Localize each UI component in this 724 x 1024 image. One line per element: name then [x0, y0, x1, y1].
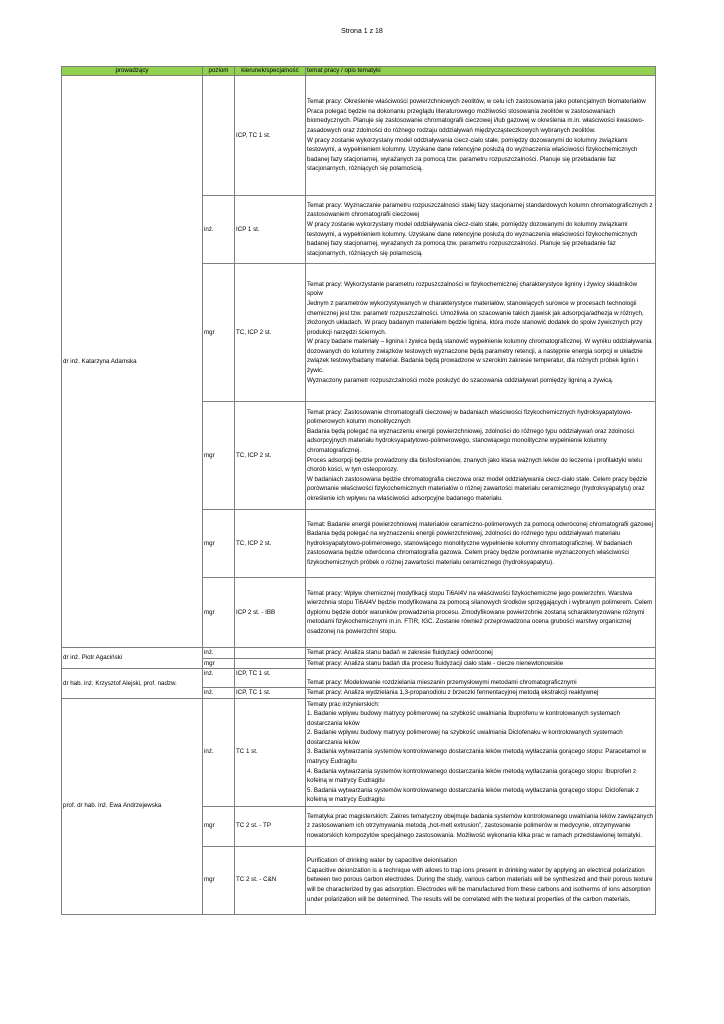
field-cell: TC 2 st. - TP	[235, 806, 306, 846]
topic-cell: Purification of drinking water by capacitive deionisation Capacitive deionization is a technique with allows to trap ions present in drinking water by applying an electrical polarization between two porous carbon electrodes. During the study, various carbon materials will be synthesized and their porous texture will be characterized by gas adsorption. Electrodes will be manufactured from these carbons and isotherms of ions adsorption under polarization will be determined. The results will be correlated with the textural properties of the carbon materials.	[306, 846, 656, 914]
field-cell: TC, ICP 2 st.	[235, 510, 306, 578]
field-cell: TC 2 st. - C&N	[235, 846, 306, 914]
field-cell: ICP 1 st.	[235, 196, 306, 264]
level-cell: inż.	[203, 698, 235, 806]
table-row	[62, 76, 656, 196]
field-cell: ICP, TC 1 st.	[235, 688, 306, 699]
field-cell: ICP 2 st. - IBB	[235, 578, 306, 648]
thesis-topics-table	[61, 66, 656, 915]
field-cell: TC, ICP 2 st.	[235, 402, 306, 510]
page-number: Strona 1 z 18	[341, 28, 383, 35]
level-cell: mgr	[203, 264, 235, 402]
field-cell: TC 1 st.	[235, 698, 306, 806]
header-level: poziom	[203, 67, 235, 76]
topic-cell: Temat pracy: Wykorzystanie parametru rozpuszczalności w fizykochemicznej charakterystyce ligniny i żywicy składników spoiw Jednym z parametrów wykorzystywanych w charakterystyce materiałów, stanowiących surowce w procesach technologii chemicznej jest tzw. parametr rozpuszczalności. Umożliwia on szacowanie takich zjawisk jak adsorpcja/adhezja w różnych, złożonych układach. W pracy badanym materiałem będzie lignina, która może stanowić dodatek do spoiw żywicznych przy produkcji narzędzi ściernych. W pracy badane materiały – lignina i żywica będą stanowić wypełnienie kolumny chromatograficznej. W wyniku oddziaływania dozowanych do kolumny związków testowych wyznaczone będą parametry retencji, a następnie energia sorpcji w układzie związek testowy/badany materiał. Badania będą prowadzone w szerokim zakresie temperatur, dla różnych próbek lignin i żywic. Wyznaczony parametr rozpuszczalności może posłużyć do szacowania oddziaływań pomiędzy ligniną a żywicą.	[306, 264, 656, 402]
level-cell: mgr	[203, 806, 235, 846]
supervisor-cell: prof. dr hab. inż. Ewa Andrzejewska	[62, 698, 203, 914]
table-header-row	[62, 67, 656, 76]
level-cell: mgr	[203, 658, 235, 669]
table-row	[62, 698, 656, 806]
topic-cell: Temat pracy: Modelowanie rozdzielania mieszanin przemysłowymi metodami chromatograficznymi	[306, 669, 656, 688]
topic-cell: Temat pracy: Wyznaczanie parametru rozpuszczalności stałej fazy stacjonarnej standardowych kolumn chromatograficznych z zastosowaniem chromatografii cieczowej W pracy zostanie wykorzystany model oddziaływania ciecz-ciało stałe, pomiędzy dozowanymi do kolumny związkami testowymi, a wypełnieniem kolumny. Uzyskane dane retencyjne posłużą do wyznaczenia właściwości fizykochemicznych badanej fazy stacjonarnej, wyrażanych za pomocą tzw. parametru rozpuszczalności. Planuje się przebadanie faz stacjonarnych, różniących się polarnością.	[306, 196, 656, 264]
level-cell: inż.	[203, 669, 235, 688]
level-cell: mgr	[203, 510, 235, 578]
field-cell	[235, 648, 306, 659]
level-cell: mgr	[203, 846, 235, 914]
field-cell: TC, ICP 2 st.	[235, 264, 306, 402]
header-supervisor: prowadzący	[62, 67, 203, 76]
supervisor-cell: dr hab. inż. Krzysztof Alejski, prof. nadzw.	[62, 669, 203, 699]
header-field: kierunek/specjalność	[235, 67, 306, 76]
topic-cell: Temat: Badanie energii powierzchniowej materiałów ceramiczno-polimerowych za pomocą odwróconej chromatografii gazowej Badania będą polegać na wyznaczeniu energii powierzchniowej, zdolności do różnego typu oddziaływań materiału hydroksyapatytowo-polimerowego, stanowiącego monolityczne wypełnienie kolumny chromatograficznej. W badaniach zastosowana będzie odwrócona chromatografia gazowa. Celem pracy będzie porównanie wyznaczonych właściwości fizykochemicznych próbek o różnej zawartości materiału ceramicznego (hydroksyapatytu).	[306, 510, 656, 578]
level-cell: mgr	[203, 402, 235, 510]
level-cell: inż.	[203, 648, 235, 659]
header-topic: temat pracy / opis tematyki	[306, 67, 656, 76]
level-cell: mgr	[203, 578, 235, 648]
field-cell: ICP, TC 1 st.	[235, 76, 306, 196]
topic-cell: Temat pracy: Analiza wydzielania 1,3-propanodiolu z brzeczki fermentacyjnej metodą ekstrakcji reaktywnej	[306, 688, 656, 699]
topic-cell: Temat pracy: Analiza stanu badań w zakresie fluidyzacji odwróconej	[306, 648, 656, 659]
field-cell	[235, 658, 306, 669]
topic-cell: Temat pracy: Analiza stanu badań dla procesu fluidyzacji ciało stałe - ciecze nienewtonowskie	[306, 658, 656, 669]
topic-cell: Temat pracy: Zastosowanie chromatografii cieczowej w badaniach właściwości fizykochemicznych hydroksyapatytowo-polimerowych kolumn monolitycznych Badania będą polegać na wyznaczeniu energii powierzchniowej, zdolności do różnego typu oddziaływań oraz zdolności adsorpcyjnych materiału hydroksyapatytowo-polimerowego, stanowiącego monolityczne wypełnienie kolumny chromatograficznej. Proces adsorpcji będzie prowadzony dla bisfosfonianów, znanych jako klasa ważnych leków do leczenia i profilaktyki wielu chorób kości, w tym osteoporozy. W badaniach zastosowana będzie chromatografia cieczowa oraz model oddziaływania ciecz-ciało stałe. Celem pracy będzie porównanie właściwości fizykochemicznych materiałów o różnej zawartości materiału ceramicznego (hydroksyapatytu) oraz określenie ich wpływu na właściwości adsorpcyjne badanego materiału.	[306, 402, 656, 510]
level-cell: inż.	[203, 688, 235, 699]
topic-cell: Temat pracy: Określenie właściwości powierzchniowych zeolitów, w celu ich zastosowania jako potencjalnych biomateriałów Praca polegać będzie na dokonaniu przeglądu literaturowego możliwości stosowania zeolitów w zastosowaniach biomedycznych. Planuje się zastosowanie chromatografii cieczowej i/lub gazowej w określenia m.in. właściwości kwasowo-zasadowych oraz zdolności do różnego rodzaju oddziaływań międzycząsteczkowych wybranych zeolitów. W pracy zostanie wykorzystany model oddziaływania ciecz-ciało stałe, pomiędzy dozowanymi do kolumny związkami testowymi, a wypełnieniem kolumny. Uzyskane dane retencyjne posłużą do wyznaczenia właściwości fizykochemicznych badanej fazy stacjonarnej, wyrażanych za pomocą tzw. parametru rozpuszczalności. Planuje się przebadanie faz stacjonarnych, różniących się polarnością.	[306, 76, 656, 196]
topic-cell: Tematy prac inżynierskich: 1. Badanie wpływu budowy matrycy polimerowej na szybkość uwalniania Ibuprofenu w kontrolowanych systemach dostarczania leków 2. Badanie wpływu budowy matrycy polimerowej na szybkość uwalniania Diclofenaku w kontrolowanych systemach dostarczania leków 3. Badania wytwarzania systemów kontrolowanego dostarczania leków metodą wytłaczania gorącego stopu: Paracetamol w matrycy Eudragitu 4. Badania wytwarzania systemów kontrolowanego dostarczania leków metodą wytłaczania gorącego stopu: Ibuprofen z kofeiną w matrycy Eudragitu 5. Badania wytwarzania systemów kontrolowanego dostarczania leków metodą wytłaczania gorącego stopu: Diclofenak z kofeiną w matrycy Eudragitu	[306, 698, 656, 806]
supervisor-cell: dr inż. Katarzyna Adamska	[62, 76, 203, 648]
table-row	[62, 669, 656, 688]
topic-cell: Tematyka prac magisterskich: Zakres tematyczny obejmuje badania systemów kontrolowanego uwalniania leków zawiązanych z zastosowaniem ich otrzymywania metodą „hot-melt extrusion”, zastosowanie polimerów w medycynie, otrzymywanie nowatorskich kompozytów specjalnego zastosowania. Możliwość wykonania kilka prac w ramach przedstawionej tematyki.	[306, 806, 656, 846]
table-row	[62, 648, 656, 659]
topic-cell: Temat pracy: Wpływ chemicznej modyfikacji stopu Ti6Al4V na właściwości fizykochemiczne jego powierzchni. Warstwa wierzchnia stopu Ti6Al4V będzie modyfikowana za pomocą silanowych środków sprzęgających i wybranym polimerem. Celem dyplomu będzie dobór warunków prowadzenia procesu. Zmodyfikowane powierzchnie zostaną scharakteryzowane różnymi metodami fizykochemicznymi m.in. FTIR, IGC. Zostanie również przeprowadzona ocena grubości warstwy organicznej osadzonej na powierzchni stopu.	[306, 578, 656, 648]
level-cell: inż.	[203, 196, 235, 264]
level-cell	[203, 76, 235, 196]
supervisor-cell: dr inż. Piotr Agaciński	[62, 648, 203, 669]
field-cell: ICP, TC 1 st.	[235, 669, 306, 688]
